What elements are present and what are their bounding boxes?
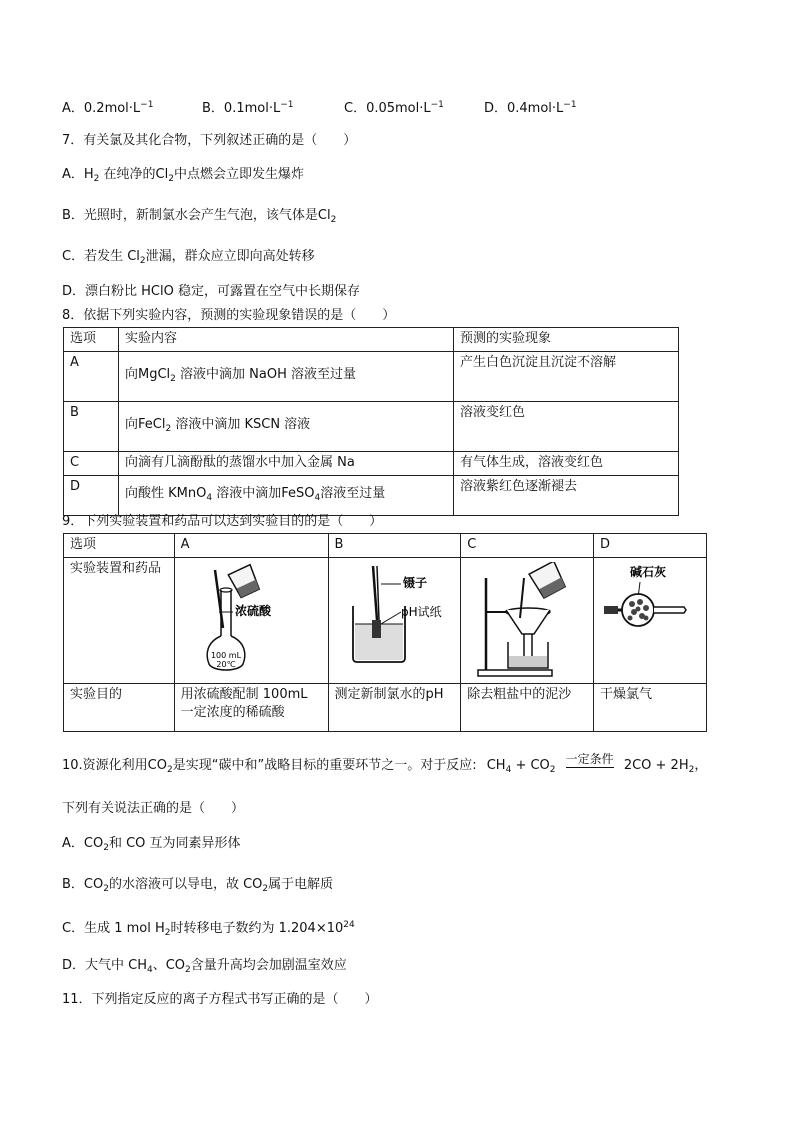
label-soda-lime: 碱石灰 bbox=[630, 565, 667, 579]
table-row bbox=[64, 558, 707, 684]
reaction-arrow: 一定条件 bbox=[565, 751, 614, 766]
table-row bbox=[64, 352, 679, 402]
label-ph-paper: pH试纸 bbox=[401, 605, 443, 619]
q6-options bbox=[62, 97, 662, 117]
table-row bbox=[64, 534, 707, 558]
q8-row-b-content: 向FeCl$_2$ 溶液中滴加 KSCN 溶液 bbox=[119, 402, 454, 452]
q10-option-d[interactable]: D．大气中 $CH_4$、$CO_2$含量升高均会加剧温室效应 bbox=[62, 958, 347, 975]
q9-apparatus-b bbox=[328, 558, 461, 684]
q8-row-b-result: 溶液变红色 bbox=[454, 402, 679, 452]
label-conc-sulfuric-acid: 浓硫酸 bbox=[235, 604, 272, 618]
q8-row-c-result: 有气体生成，溶液变红色 bbox=[454, 452, 679, 476]
q9-apparatus-label: 实验装置和药品 bbox=[64, 558, 175, 684]
table-row bbox=[64, 328, 679, 352]
q7-option-b[interactable]: B．光照时，新制氯水会产生气泡，该气体是$Cl_2$ bbox=[62, 208, 337, 225]
q8-row-b-option: B bbox=[64, 402, 119, 452]
q8-row-a-option: A bbox=[64, 352, 119, 402]
q7-stem: 7．有关氯及其化合物，下列叙述正确的是（ ） bbox=[62, 133, 357, 148]
label-flask-temp: 20℃ bbox=[216, 660, 236, 669]
q8-table bbox=[63, 327, 679, 516]
q8-header-result: 预测的实验现象 bbox=[454, 328, 679, 352]
q9-table bbox=[63, 533, 707, 732]
q9-purpose-b: 测定新制氯水的pH bbox=[328, 684, 461, 732]
q10-option-b[interactable]: B．$CO_2$的水溶液可以导电，故 $CO_2$属于电解质 bbox=[62, 877, 334, 894]
q10-option-a[interactable]: A．$CO_2$和 CO 互为同素异形体 bbox=[62, 836, 241, 853]
q8-row-c-option: C bbox=[64, 452, 119, 476]
q6-option-a[interactable]: A．$0.2mol\cdot L^{-1}$ bbox=[62, 100, 154, 116]
q6-option-c[interactable]: C．$0.05mol\cdot L^{-1}$ bbox=[344, 100, 444, 116]
ph-paper-beaker-icon bbox=[339, 562, 449, 672]
drying-tube-icon bbox=[600, 562, 700, 662]
q9-header-option: 选项 bbox=[64, 534, 175, 558]
q9-purpose-c: 除去粗盐中的泥沙 bbox=[461, 684, 594, 732]
q8-stem: 8．依据下列实验内容，预测的实验现象错误的是（ ） bbox=[62, 308, 396, 323]
q11-stem: 11．下列指定反应的离子方程式书写正确的是（ ） bbox=[62, 992, 378, 1007]
table-row bbox=[64, 402, 679, 452]
q9-header-b: B bbox=[328, 534, 461, 558]
label-flask-volume: 100 mL bbox=[211, 651, 242, 660]
q8-row-a-result: 产生白色沉淀且沉淀不溶解 bbox=[454, 352, 679, 402]
q9-apparatus-c bbox=[461, 558, 594, 684]
q9-stem: 9．下列实验装置和药品可以达到实验目的的是（ ） bbox=[62, 514, 383, 529]
q8-header-content: 实验内容 bbox=[119, 328, 454, 352]
q10-option-c[interactable]: C．生成 1 mol $H_2$时转移电子数约为 $1.204\times 10^{24}$ bbox=[62, 920, 355, 938]
q8-row-c-content: 向滴有几滴酚酞的蒸馏水中加入金属 Na bbox=[119, 452, 454, 476]
q7-option-a[interactable]: A．$H_2$ 在纯净的$Cl_2$中点燃会立即发生爆炸 bbox=[62, 167, 304, 184]
q8-row-d-result: 溶液紫红色逐渐褪去 bbox=[454, 476, 679, 516]
q6-option-d[interactable]: D．$0.4mol\cdot L^{-1}$ bbox=[484, 100, 577, 116]
q9-apparatus-a bbox=[174, 558, 328, 684]
q9-purpose-a: 用浓硫酸配制 100mL 一定浓度的稀硫酸 bbox=[174, 684, 328, 732]
q9-purpose-label: 实验目的 bbox=[64, 684, 175, 732]
q8-row-d-option: D bbox=[64, 476, 119, 516]
q9-purpose-d: 干燥氯气 bbox=[594, 684, 707, 732]
q9-header-a: A bbox=[174, 534, 328, 558]
volumetric-flask-icon bbox=[201, 562, 301, 680]
q7-option-c[interactable]: C．若发生 $Cl_2$泄漏，群众应立即向高处转移 bbox=[62, 249, 315, 266]
q10-stem2: 下列有关说法正确的是（ ） bbox=[62, 801, 245, 816]
q6-option-b[interactable]: B．$0.1mol\cdot L^{-1}$ bbox=[202, 100, 294, 116]
q9-header-d: D bbox=[594, 534, 707, 558]
q8-header-option: 选项 bbox=[64, 328, 119, 352]
q7-option-d[interactable]: D．漂白粉比 HClO 稳定，可露置在空气中长期保存 bbox=[62, 284, 360, 299]
filtration-setup-icon bbox=[472, 562, 582, 680]
q9-header-c: C bbox=[461, 534, 594, 558]
table-row bbox=[64, 452, 679, 476]
table-row bbox=[64, 476, 679, 516]
q10-equation: $CH_4 + CO_2$ 一定条件 $2CO + 2H_2$， bbox=[486, 751, 708, 775]
q8-row-d-content: 向酸性 KMnO$_4$ 溶液中滴加FeSO$_4$溶液至过量 bbox=[119, 476, 454, 516]
label-tweezers: 镊子 bbox=[403, 576, 428, 590]
q10-stem: 10.资源化利用$CO_2$是实现“碳中和”战略目标的重要环节之一。对于反应: $CH_4 + CO_2$ 一定条件 $2CO + 2H_2$， bbox=[62, 751, 708, 775]
q8-row-a-content: 向MgCl$_2$ 溶液中滴加 NaOH 溶液至过量 bbox=[119, 352, 454, 402]
q9-apparatus-d bbox=[594, 558, 707, 684]
table-row bbox=[64, 684, 707, 732]
